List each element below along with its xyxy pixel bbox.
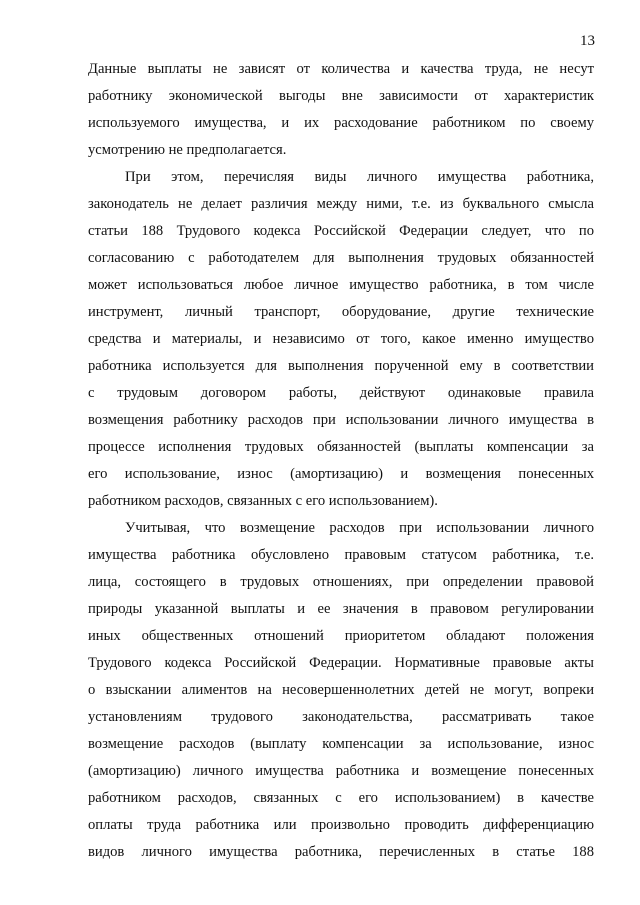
text-line: его использование, износ (амортизацию) и возмещения понесенных [88, 466, 594, 482]
text-line: средства и материалы, и независимо от того, какое именно имущество [88, 331, 594, 347]
text-line: используемого имущества, и их расходование работником по своему [88, 115, 594, 131]
text-line: работником расходов, связанных с его использованием) в качестве [88, 790, 594, 806]
text-line: процессе исполнения трудовых обязанностей (выплаты компенсации за [88, 439, 594, 455]
text-line: иных общественных отношений приоритетом обладают положения [88, 628, 594, 644]
paragraph [88, 164, 594, 515]
text-line: При этом, перечисляя виды личного имущества работника, [125, 169, 594, 185]
text-line: Учитывая, что возмещение расходов при использовании личного [125, 520, 594, 536]
paragraph [88, 56, 594, 164]
body-text [88, 56, 594, 866]
text-line: с трудовым договором работы, действуют одинаковые правила [88, 385, 594, 401]
text-line: статьи 188 Трудового кодекса Российской Федерации следует, что по [88, 223, 594, 239]
text-line: возмещения работнику расходов при использовании личного имущества в [88, 412, 594, 428]
text-line: лица, состоящего в трудовых отношениях, при определении правовой [88, 574, 594, 590]
text-line: работника используется для выполнения порученной ему в соответствии [88, 358, 594, 374]
text-line: о взыскании алиментов на несовершеннолетних детей не могут, вопреки [88, 682, 594, 698]
text-line: видов личного имущества работника, перечисленных в статье 188 [88, 844, 594, 860]
text-line: (амортизацию) личного имущества работника и возмещение понесенных [88, 763, 594, 779]
text-line: природы указанной выплаты и ее значения в правовом регулировании [88, 601, 594, 617]
text-line: работником расходов, связанных с его использованием). [88, 493, 438, 509]
text-line: Данные выплаты не зависят от количества и качества труда, не несут [88, 61, 594, 77]
text-line: Трудового кодекса Российской Федерации. Нормативные правовые акты [88, 655, 594, 671]
page-number: 13 [580, 33, 595, 49]
text-line: оплаты труда работника или произвольно проводить дифференциацию [88, 817, 594, 833]
paragraph [88, 515, 594, 866]
text-line: установлениям трудового законодательства, рассматривать такое [88, 709, 594, 725]
text-line: усмотрению не предполагается. [88, 142, 287, 158]
text-line: имущества работника обусловлено правовым статусом работника, т.е. [88, 547, 594, 563]
text-line: законодатель не делает различия между ними, т.е. из буквального смысла [88, 196, 594, 212]
text-line: согласованию с работодателем для выполнения трудовых обязанностей [88, 250, 594, 266]
text-line: инструмент, личный транспорт, оборудование, другие технические [88, 304, 594, 320]
text-line: может использоваться любое личное имущество работника, в том числе [88, 277, 594, 293]
text-line: возмещение расходов (выплату компенсации за использование, износ [88, 736, 594, 752]
text-line: работнику экономической выгоды вне зависимости от характеристик [88, 88, 594, 104]
